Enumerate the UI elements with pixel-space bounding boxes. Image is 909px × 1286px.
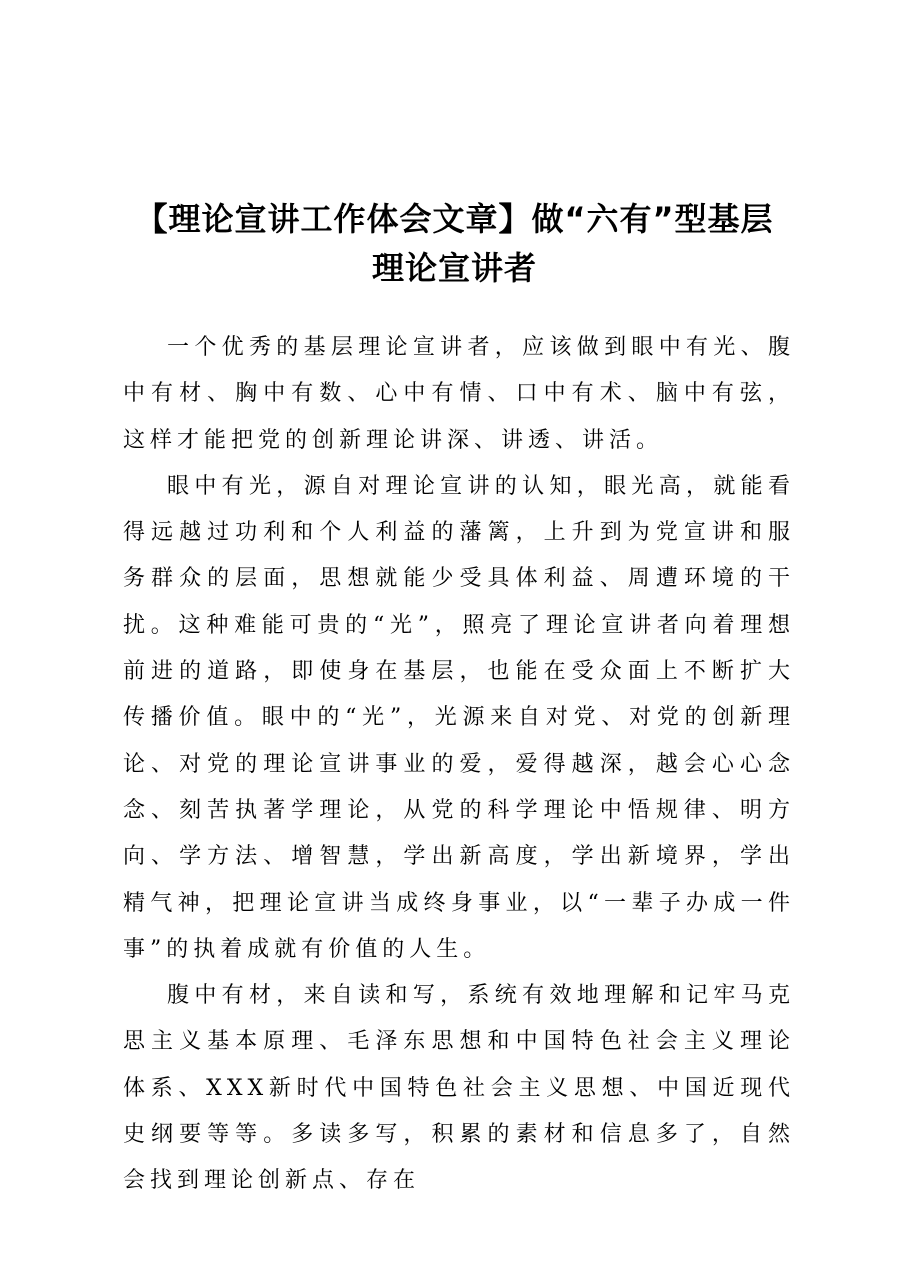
title-line-2: 理论宣讲者 (371, 249, 537, 287)
paragraph-belly-material: 腹中有材，来自读和写，系统有效地理解和记牢马克思主义基本原理、毛泽东思想和中国特色社会主义理论体系、XXX新时代中国特色社会主义思想、中国近现代史纲要等等。多读多写，积累的素材和信息多了，自然会找到理论创新点、存在 (123, 983, 795, 1194)
document-body (123, 325, 795, 1205)
title-line-1: 【理论宣讲工作体会文章】做“六有”型基层 (135, 200, 774, 238)
paragraph-eyes-light: 眼中有光，源自对理论宣讲的认知，眼光高，就能看得远越过功利和个人利益的藩篱，上升到为党宣讲和服务群众的层面，思想就能少受具体利益、周遭环境的干扰。这种难能可贵的“光”，照亮了理论宣讲者向着理想前进的道路，即使身在基层，也能在受众面上不断扩大传播价值。眼中的“光”，光源来自对党、对党的创新理论、对党的理论宣讲事业的爱，爱得越深，越会心心念念、刻苦执著学理论，从党的科学理论中悟规律、明方向、学方法、增智慧，学出新高度，学出新境界，学出精气神，把理论宣讲当成终身事业，以“一辈子办成一件事”的执着成就有价值的人生。 (123, 473, 795, 962)
document-title (100, 195, 809, 293)
paragraph-intro: 一个优秀的基层理论宣讲者，应该做到眼中有光、腹中有材、胸中有数、心中有情、口中有术、脑中有弦，这样才能把党的创新理论讲深、讲透、讲活。 (123, 335, 795, 453)
